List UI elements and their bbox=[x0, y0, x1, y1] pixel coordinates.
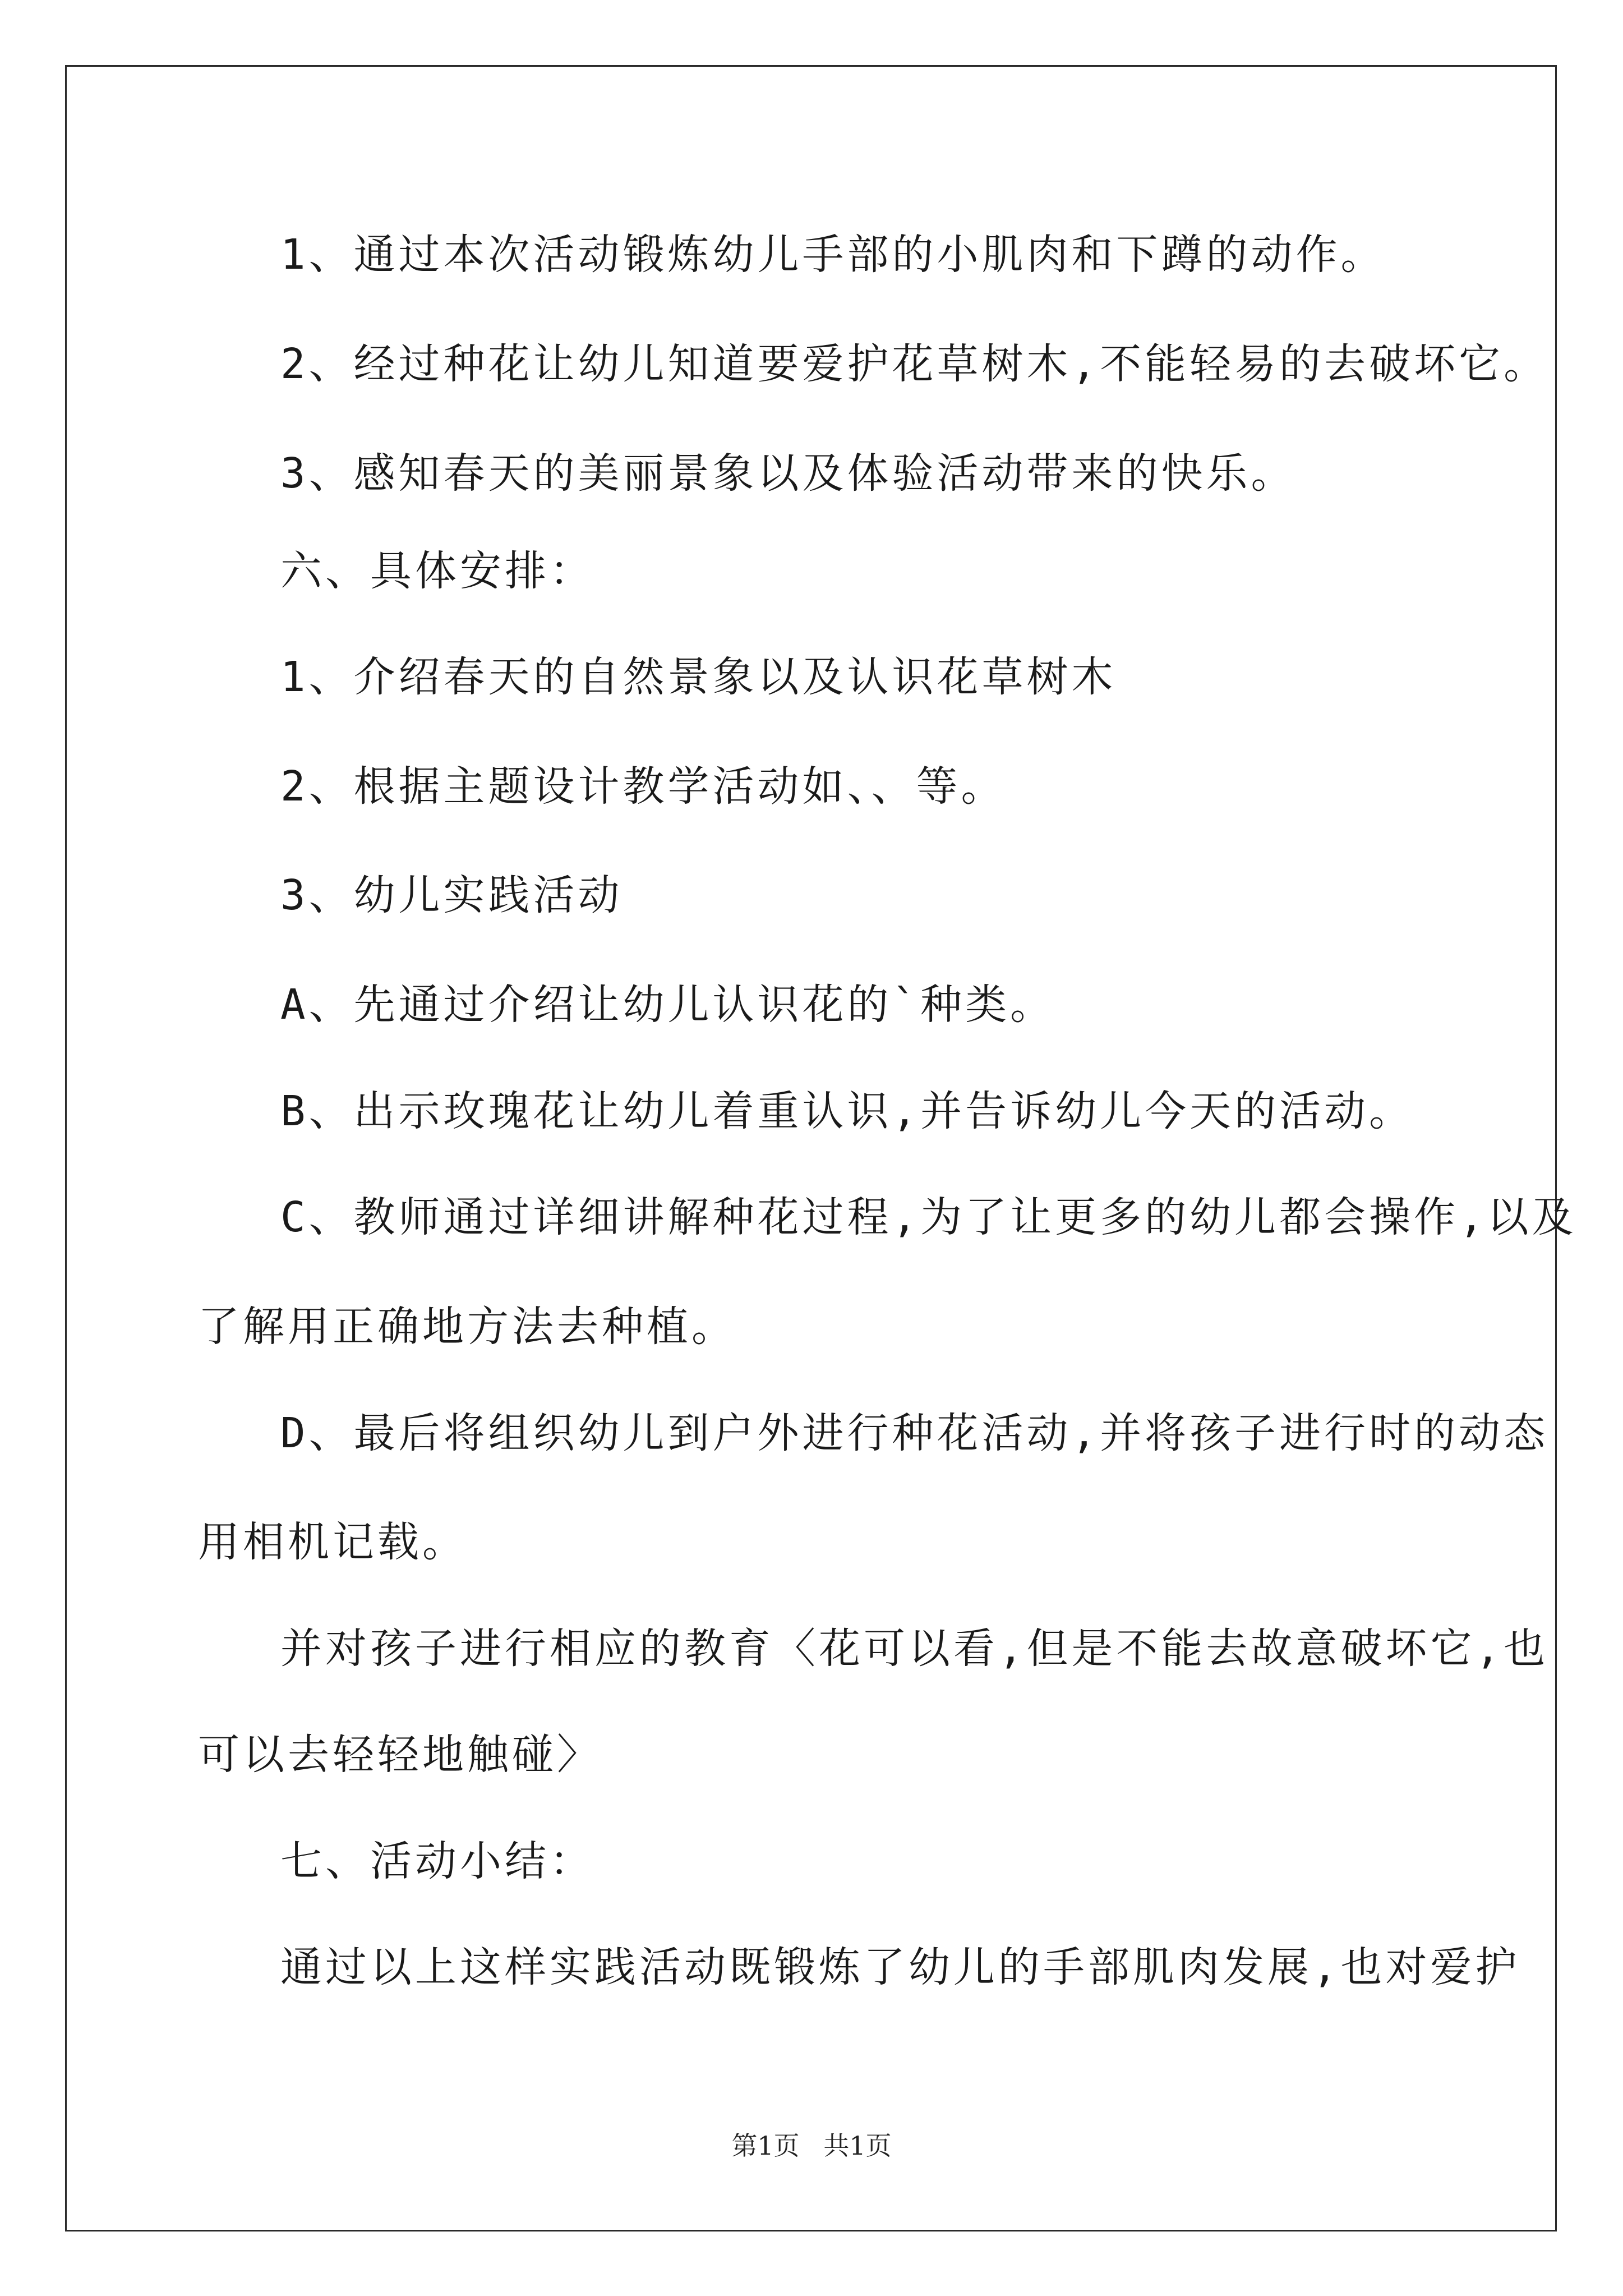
text-line-5: 1、介绍春天的自然景象以及认识花草树木 bbox=[280, 653, 1117, 701]
text-line-14: 并对孩子进行相应的教育〈花可以看,但是不能去故意破坏它,也 bbox=[280, 1625, 1549, 1673]
text-line-2: 2、经过种花让幼儿知道要爱护花草树木,不能轻易的去破坏它。 bbox=[280, 340, 1549, 388]
page-total-count: 共1页 bbox=[823, 2131, 892, 2161]
section-heading-7: 七、活动小结： bbox=[280, 1837, 594, 1885]
text-line-1: 1、通过本次活动锻炼幼儿手部的小肌肉和下蹲的动作。 bbox=[280, 231, 1386, 279]
text-line-8: A、先通过介绍让幼儿认识花的`种类。 bbox=[280, 981, 1055, 1029]
text-line-15: 可以去轻轻地触碰〉 bbox=[198, 1731, 602, 1779]
text-line-6: 2、根据主题设计教学活动如、、等。 bbox=[280, 762, 1006, 811]
text-line-17: 通过以上这样实践活动既锻炼了幼儿的手部肌肉发展,也对爱护 bbox=[280, 1943, 1520, 1991]
text-line-13: 用相机记载。 bbox=[198, 1518, 467, 1566]
text-line-10: C、教师通过详细讲解种花过程,为了让更多的幼儿都会操作,以及 bbox=[280, 1193, 1577, 1241]
text-line-11: 了解用正确地方法去种植。 bbox=[198, 1303, 736, 1351]
text-line-12: D、最后将组织幼儿到户外进行种花活动,并将孩子进行时的动态 bbox=[280, 1409, 1549, 1457]
page-current-number: 第1页 bbox=[731, 2131, 800, 2161]
text-line-7: 3、幼儿实践活动 bbox=[280, 871, 623, 919]
text-line-3: 3、感知春天的美丽景象以及体验活动带来的快乐。 bbox=[280, 449, 1296, 498]
page-border bbox=[65, 65, 1557, 2231]
page-footer bbox=[0, 2129, 1623, 2162]
text-line-9: B、出示玫瑰花让幼儿着重认识,并告诉幼儿今天的活动。 bbox=[280, 1087, 1414, 1135]
section-heading-6: 六、具体安排： bbox=[280, 547, 594, 595]
